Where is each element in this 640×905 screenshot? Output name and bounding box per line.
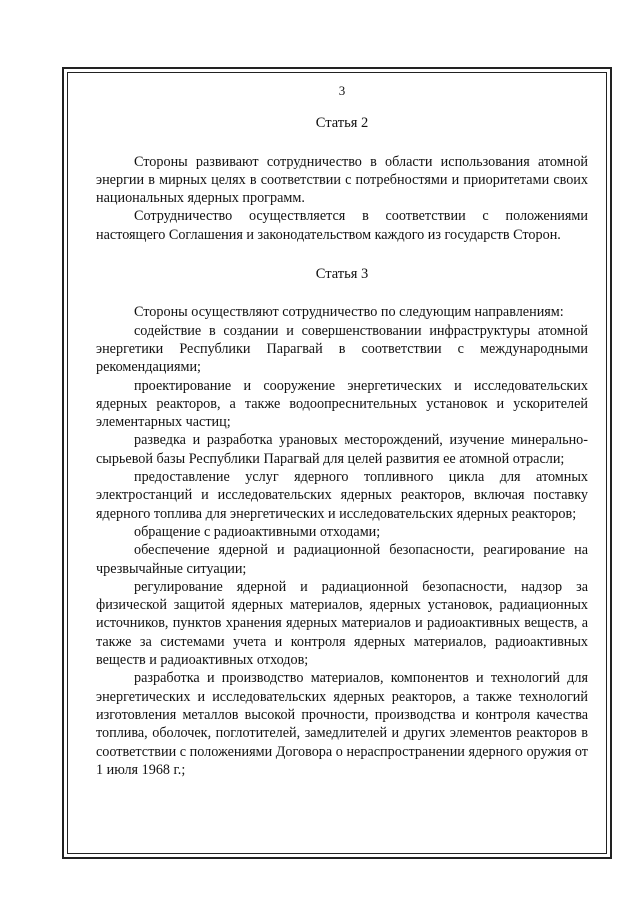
list-item: обращение с радиоактивными отходами; bbox=[134, 523, 381, 540]
document-body bbox=[96, 82, 588, 779]
list-item: проектирование и сооружение энергетических и исследовательских ядерных реакторов, а также водоопреснительных установок и ускорителей элементарных частиц; bbox=[96, 377, 588, 431]
article-3-intro: Стороны осуществляют сотрудничество по следующим направлениям: bbox=[134, 304, 564, 321]
article-3-heading: Статья 3 bbox=[315, 266, 369, 283]
page-number: 3 bbox=[338, 83, 346, 98]
article-2-paragraph: Сотрудничество осуществляется в соответствии с положениями настоящего Соглашения и законодательством каждого из государств Сторон. bbox=[96, 208, 588, 243]
list-item: разработка и производство материалов, компонентов и технологий для энергетических и исследовательских ядерных реакторов, а также технологий изготовления металлов высокой прочности, производства и контроля качества топлива, оболочек, поглотителей, замедлителей и других элементов реакторов в соответствии с положениями Договора о нераспространении ядерного оружия от 1 июля 1968 г.; bbox=[96, 670, 588, 778]
list-item: регулирование ядерной и радиационной безопасности, надзор за физической защитой ядерных материалов, ядерных установок, радиационных источников, пунктов хранения ядерных материалов и радиоактивных веществ, а также за системами учета и контроля ядерных материалов, радиоактивных веществ и радиоактивных отходов; bbox=[96, 578, 588, 669]
article-2-heading: Статья 2 bbox=[315, 115, 369, 132]
article-3-list bbox=[96, 322, 588, 779]
article-2-paragraph: Стороны развивают сотрудничество в области использования атомной энергии в мирных целях в соответствии с потребностями и приоритетами своих национальных ядерных программ. bbox=[96, 153, 588, 207]
list-item: содействие в создании и совершенствовании инфраструктуры атомной энергетики Республики Парагвай в соответствии с международными рекомендациями; bbox=[96, 322, 588, 376]
list-item: разведка и разработка урановых месторождений, изучение минерально-сырьевой базы Республики Парагвай для целей развития ее атомной отрасли; bbox=[96, 432, 588, 467]
list-item: предоставление услуг ядерного топливного цикла для атомных электростанций и исследовательских ядерных реакторов, включая поставку ядерного топлива для энергетических и исследовательских ядерных реакторов; bbox=[96, 469, 588, 522]
list-item: обеспечение ядерной и радиационной безопасности, реагирование на чрезвычайные ситуации; bbox=[96, 542, 588, 577]
